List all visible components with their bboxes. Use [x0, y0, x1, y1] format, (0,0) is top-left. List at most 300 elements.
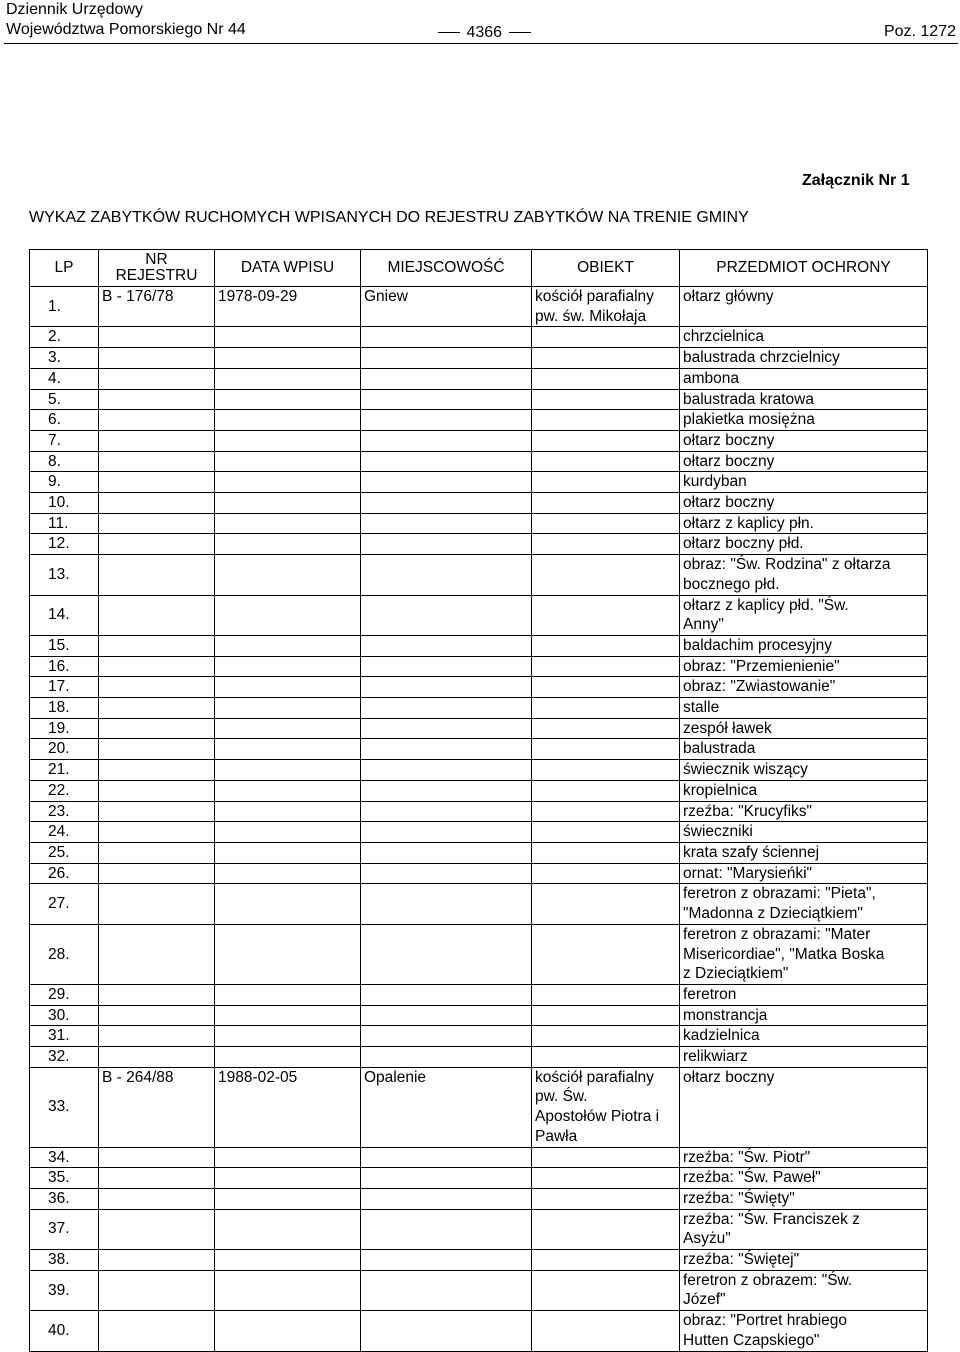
cell-register-number	[99, 513, 215, 534]
cell-lp: 10.	[30, 493, 99, 514]
cell-protected-item-line: Misericordiae", "Matka Boska	[683, 945, 885, 963]
cell-object	[532, 718, 680, 739]
journal-issue: Województwa Pomorskiego Nr 44	[6, 21, 246, 38]
cell-lp: 40.	[30, 1311, 99, 1351]
cell-object	[532, 1168, 680, 1189]
cell-object-line: kościół parafialny	[535, 1068, 654, 1086]
dash-right	[509, 32, 531, 33]
cell-locality	[361, 410, 532, 431]
cell-protected-item-line: obraz: "Przemienienie"	[683, 657, 840, 675]
cell-protected-item-line: ołtarz boczny płd.	[683, 535, 804, 553]
cell-protected-item	[680, 1067, 928, 1147]
cell-protected-item	[680, 863, 928, 884]
cell-locality	[361, 635, 532, 656]
table-row	[30, 1270, 928, 1310]
table-row	[30, 327, 928, 348]
cell-object	[532, 513, 680, 534]
cell-object	[532, 430, 680, 451]
cell-locality	[361, 677, 532, 698]
cell-locality	[361, 1270, 532, 1310]
cell-protected-item-line: kurdyban	[683, 473, 747, 491]
table-row	[30, 656, 928, 677]
cell-protected-item	[680, 1270, 928, 1310]
table-row	[30, 595, 928, 635]
cell-protected-item	[680, 1188, 928, 1209]
cell-protected-item-line: feretron z obrazami: "Pieta",	[683, 885, 876, 903]
cell-lp: 17.	[30, 677, 99, 698]
cell-lp: 12.	[30, 534, 99, 555]
cell-lp: 6.	[30, 410, 99, 431]
cell-register-number	[99, 348, 215, 369]
cell-entry-date	[215, 451, 361, 472]
cell-locality	[361, 368, 532, 389]
table-row	[30, 451, 928, 472]
cell-lp: 3.	[30, 348, 99, 369]
col-date-header: DATA WPISU	[215, 250, 361, 287]
cell-protected-item	[680, 924, 928, 984]
cell-object	[532, 1005, 680, 1026]
cell-entry-date	[215, 1250, 361, 1271]
cell-protected-item	[680, 327, 928, 348]
cell-object	[532, 1311, 680, 1351]
cell-protected-item	[680, 410, 928, 431]
cell-entry-date	[215, 760, 361, 781]
cell-protected-item-line: obraz: "Portret hrabiego	[683, 1312, 848, 1330]
cell-protected-item-line: zespół ławek	[683, 719, 772, 737]
cell-entry-date	[215, 1147, 361, 1168]
cell-object-line: pw. św. Mikołaja	[535, 307, 647, 325]
cell-protected-item	[680, 822, 928, 843]
cell-locality	[361, 718, 532, 739]
cell-register-number	[99, 410, 215, 431]
document-title: WYKAZ ZABYTKÓW RUCHOMYCH WPISANYCH DO REJESTRU ZABYTKÓW NA TRENIE GMINY	[29, 209, 749, 226]
table-row	[30, 410, 928, 431]
cell-object	[532, 1250, 680, 1271]
cell-register-number	[99, 656, 215, 677]
cell-protected-item	[680, 348, 928, 369]
cell-register-number	[99, 822, 215, 843]
cell-object	[532, 780, 680, 801]
cell-lp: 21.	[30, 760, 99, 781]
cell-protected-item-line: balustrada kratowa	[683, 390, 814, 408]
cell-protected-item-line: rzeźba: "Św. Paweł"	[683, 1169, 821, 1187]
cell-entry-date	[215, 348, 361, 369]
cell-lp: 27.	[30, 884, 99, 924]
cell-locality	[361, 863, 532, 884]
cell-protected-item	[680, 1311, 928, 1351]
cell-entry-date	[215, 555, 361, 595]
table-row	[30, 1188, 928, 1209]
cell-protected-item	[680, 801, 928, 822]
table-row	[30, 863, 928, 884]
cell-register-number	[99, 801, 215, 822]
cell-protected-item-line: chrzcielnica	[683, 328, 764, 346]
cell-object	[532, 801, 680, 822]
cell-lp: 24.	[30, 822, 99, 843]
cell-register-number	[99, 1250, 215, 1271]
cell-register-number	[99, 1168, 215, 1189]
cell-entry-date	[215, 863, 361, 884]
cell-object-line: Pawła	[535, 1127, 578, 1145]
cell-entry-date	[215, 472, 361, 493]
cell-object	[532, 1047, 680, 1068]
cell-register-number	[99, 1209, 215, 1249]
cell-object	[532, 389, 680, 410]
cell-protected-item	[680, 677, 928, 698]
cell-locality	[361, 513, 532, 534]
cell-entry-date	[215, 493, 361, 514]
cell-register-number	[99, 1270, 215, 1310]
cell-object	[532, 1026, 680, 1047]
cell-entry-date	[215, 1209, 361, 1249]
cell-register-number	[99, 780, 215, 801]
cell-register-number	[99, 555, 215, 595]
cell-protected-item	[680, 780, 928, 801]
cell-locality	[361, 451, 532, 472]
cell-register-number	[99, 389, 215, 410]
cell-register-number	[99, 677, 215, 698]
cell-lp: 28.	[30, 924, 99, 984]
cell-locality	[361, 884, 532, 924]
cell-lp: 22.	[30, 780, 99, 801]
cell-register-number	[99, 493, 215, 514]
cell-entry-date	[215, 1168, 361, 1189]
cell-register-number	[99, 1026, 215, 1047]
cell-lp: 15.	[30, 635, 99, 656]
cell-entry-date	[215, 1005, 361, 1026]
cell-locality	[361, 984, 532, 1005]
cell-protected-item-line: relikwiarz	[683, 1048, 748, 1066]
cell-protected-item-line: ołtarz boczny	[683, 1068, 775, 1086]
cell-protected-item	[680, 368, 928, 389]
cell-lp: 29.	[30, 984, 99, 1005]
cell-locality	[361, 1026, 532, 1047]
cell-protected-item-line: Asyżu"	[683, 1230, 731, 1248]
cell-locality	[361, 1209, 532, 1249]
cell-lp: 38.	[30, 1250, 99, 1271]
table-row	[30, 389, 928, 410]
table-header-row	[30, 250, 928, 287]
cell-locality	[361, 780, 532, 801]
cell-lp: 8.	[30, 451, 99, 472]
cell-object	[532, 1270, 680, 1310]
cell-register-number	[99, 595, 215, 635]
cell-entry-date	[215, 389, 361, 410]
cell-object	[532, 1209, 680, 1249]
cell-protected-item-line: bocznego płd.	[683, 575, 780, 593]
cell-register-number	[99, 451, 215, 472]
cell-protected-item	[680, 513, 928, 534]
cell-locality: Gniew	[361, 287, 532, 327]
table-row	[30, 984, 928, 1005]
cell-register-number	[99, 534, 215, 555]
cell-protected-item-line: rzeźba: "Świętej"	[683, 1251, 800, 1269]
col-lp-header: LP	[30, 250, 99, 287]
cell-protected-item-line: z Dzieciątkiem"	[683, 965, 789, 983]
cell-entry-date: 1988-02-05	[215, 1067, 361, 1147]
cell-locality	[361, 760, 532, 781]
col-nr-header	[99, 250, 215, 287]
cell-protected-item-line: ołtarz boczny	[683, 452, 775, 470]
cell-lp: 1.	[30, 287, 99, 327]
cell-lp: 36.	[30, 1188, 99, 1209]
cell-object	[532, 472, 680, 493]
cell-register-number	[99, 863, 215, 884]
cell-object	[532, 635, 680, 656]
cell-object	[532, 348, 680, 369]
cell-protected-item	[680, 984, 928, 1005]
cell-lp: 23.	[30, 801, 99, 822]
cell-protected-item	[680, 635, 928, 656]
cell-protected-item	[680, 884, 928, 924]
table-row	[30, 368, 928, 389]
cell-locality	[361, 1147, 532, 1168]
cell-object	[532, 842, 680, 863]
cell-entry-date	[215, 842, 361, 863]
cell-lp: 2.	[30, 327, 99, 348]
cell-lp: 19.	[30, 718, 99, 739]
cell-entry-date	[215, 410, 361, 431]
header-divider	[4, 43, 958, 44]
cell-register-number	[99, 1005, 215, 1026]
cell-protected-item-line: feretron z obrazem: "Św.	[683, 1271, 853, 1289]
cell-entry-date	[215, 924, 361, 984]
cell-protected-item-line: ambona	[683, 369, 740, 387]
table-row	[30, 513, 928, 534]
cell-object	[532, 368, 680, 389]
table-row	[30, 1067, 928, 1147]
cell-protected-item	[680, 534, 928, 555]
cell-protected-item-line: krata szafy ściennej	[683, 843, 820, 861]
cell-object	[532, 863, 680, 884]
cell-protected-item-line: rzeźba: "Święty"	[683, 1189, 795, 1207]
cell-lp: 34.	[30, 1147, 99, 1168]
cell-lp: 25.	[30, 842, 99, 863]
cell-lp: 30.	[30, 1005, 99, 1026]
cell-locality	[361, 534, 532, 555]
cell-lp: 26.	[30, 863, 99, 884]
cell-entry-date	[215, 1311, 361, 1351]
table-row	[30, 1047, 928, 1068]
table-row	[30, 430, 928, 451]
cell-entry-date	[215, 595, 361, 635]
cell-protected-item-line: Hutten Czapskiego"	[683, 1331, 820, 1349]
cell-protected-item-line: rzeźba: "Św. Piotr"	[683, 1148, 811, 1166]
cell-protected-item-line: stalle	[683, 699, 720, 717]
cell-register-number	[99, 368, 215, 389]
cell-protected-item-line: ołtarz z kaplicy płd. "Św.	[683, 596, 849, 614]
cell-lp: 18.	[30, 698, 99, 719]
table-row	[30, 739, 928, 760]
cell-lp: 13.	[30, 555, 99, 595]
cell-protected-item-line: ołtarz boczny	[683, 494, 775, 512]
cell-object-line: Apostołów Piotra i	[535, 1108, 660, 1126]
cell-lp: 33.	[30, 1067, 99, 1147]
cell-locality	[361, 327, 532, 348]
col-nr-header-line1: NR	[145, 251, 168, 268]
cell-object	[532, 884, 680, 924]
cell-protected-item-line: monstrancja	[683, 1006, 768, 1024]
cell-locality	[361, 595, 532, 635]
cell-protected-item-line: rzeźba: "Krucyfiks"	[683, 802, 813, 820]
annex-label: Załącznik Nr 1	[802, 172, 910, 189]
cell-entry-date	[215, 513, 361, 534]
cell-entry-date	[215, 1270, 361, 1310]
cell-register-number	[99, 472, 215, 493]
cell-lp: 31.	[30, 1026, 99, 1047]
cell-object-line: kościół parafialny	[535, 288, 654, 305]
cell-lp: 16.	[30, 656, 99, 677]
table-row	[30, 924, 928, 984]
table-row	[30, 718, 928, 739]
cell-locality	[361, 1005, 532, 1026]
table-row	[30, 780, 928, 801]
cell-locality: Opalenie	[361, 1067, 532, 1147]
cell-object	[532, 595, 680, 635]
cell-register-number	[99, 1188, 215, 1209]
cell-entry-date	[215, 1026, 361, 1047]
table-row	[30, 884, 928, 924]
cell-object	[532, 677, 680, 698]
table-row	[30, 534, 928, 555]
cell-protected-item-line: ołtarz główny	[683, 288, 774, 305]
cell-entry-date	[215, 327, 361, 348]
cell-protected-item	[680, 1005, 928, 1026]
cell-protected-item	[680, 1047, 928, 1068]
cell-object	[532, 1147, 680, 1168]
cell-protected-item	[680, 1026, 928, 1047]
cell-locality	[361, 801, 532, 822]
cell-locality	[361, 348, 532, 369]
cell-protected-item-line: kropielnica	[683, 781, 758, 799]
table-row	[30, 1250, 928, 1271]
cell-protected-item-line: "Madonna z Dzieciątkiem"	[683, 905, 863, 923]
register-table	[29, 249, 928, 1352]
table-row	[30, 801, 928, 822]
cell-register-number	[99, 1147, 215, 1168]
cell-object	[532, 287, 680, 327]
cell-object	[532, 1067, 680, 1147]
cell-register-number	[99, 327, 215, 348]
cell-register-number: B - 264/88	[99, 1067, 215, 1147]
page-number: 4366	[466, 24, 503, 41]
cell-object	[532, 656, 680, 677]
cell-protected-item	[680, 760, 928, 781]
cell-register-number	[99, 884, 215, 924]
table-row	[30, 472, 928, 493]
cell-locality	[361, 656, 532, 677]
cell-entry-date	[215, 534, 361, 555]
cell-register-number	[99, 739, 215, 760]
cell-locality	[361, 924, 532, 984]
cell-object	[532, 493, 680, 514]
cell-register-number	[99, 760, 215, 781]
cell-protected-item-line: feretron	[683, 985, 737, 1003]
cell-protected-item	[680, 656, 928, 677]
cell-protected-item	[680, 1209, 928, 1249]
table-row	[30, 677, 928, 698]
cell-protected-item	[680, 739, 928, 760]
cell-protected-item	[680, 555, 928, 595]
cell-object	[532, 698, 680, 719]
cell-object	[532, 924, 680, 984]
cell-locality	[361, 1188, 532, 1209]
cell-protected-item-line: ołtarz z kaplicy płn.	[683, 514, 814, 532]
cell-entry-date	[215, 884, 361, 924]
table-row	[30, 1168, 928, 1189]
cell-register-number	[99, 1311, 215, 1351]
col-subject-header: PRZEDMIOT OCHRONY	[680, 250, 928, 287]
cell-locality	[361, 739, 532, 760]
cell-locality	[361, 1168, 532, 1189]
cell-protected-item	[680, 595, 928, 635]
table-row	[30, 1005, 928, 1026]
cell-entry-date	[215, 822, 361, 843]
cell-protected-item-line: ołtarz boczny	[683, 431, 775, 449]
cell-protected-item-line: feretron z obrazami: "Mater	[683, 925, 871, 943]
cell-protected-item	[680, 430, 928, 451]
cell-entry-date	[215, 430, 361, 451]
cell-protected-item-line: świeczniki	[683, 823, 753, 841]
table-row	[30, 760, 928, 781]
table-body	[30, 287, 928, 1352]
cell-entry-date: 1978-09-29	[215, 287, 361, 327]
cell-locality	[361, 493, 532, 514]
journal-header	[6, 0, 246, 40]
cell-locality	[361, 430, 532, 451]
cell-protected-item	[680, 287, 928, 327]
cell-locality	[361, 698, 532, 719]
cell-locality	[361, 822, 532, 843]
cell-object-line: pw. Św.	[535, 1088, 588, 1106]
cell-register-number	[99, 718, 215, 739]
col-object-header: OBIEKT	[532, 250, 680, 287]
cell-protected-item-line: balustrada chrzcielnicy	[683, 349, 840, 367]
cell-protected-item-line: kadzielnica	[683, 1027, 760, 1045]
cell-lp: 7.	[30, 430, 99, 451]
cell-protected-item-line: baldachim procesyjny	[683, 636, 833, 654]
table-row	[30, 493, 928, 514]
table-row	[30, 698, 928, 719]
cell-object	[532, 760, 680, 781]
cell-register-number	[99, 635, 215, 656]
position-number: Poz. 1272	[883, 23, 956, 40]
cell-protected-item	[680, 698, 928, 719]
cell-locality	[361, 1250, 532, 1271]
cell-entry-date	[215, 984, 361, 1005]
cell-protected-item	[680, 472, 928, 493]
cell-lp: 9.	[30, 472, 99, 493]
cell-protected-item-line: Anny"	[683, 616, 724, 634]
cell-protected-item	[680, 493, 928, 514]
cell-object	[532, 1188, 680, 1209]
cell-locality	[361, 555, 532, 595]
cell-lp: 5.	[30, 389, 99, 410]
cell-entry-date	[215, 801, 361, 822]
cell-protected-item-line: obraz: "Św. Rodzina" z ołtarza	[683, 556, 891, 574]
table-row	[30, 1026, 928, 1047]
cell-register-number	[99, 842, 215, 863]
table-row	[30, 287, 928, 327]
table-row	[30, 842, 928, 863]
cell-protected-item	[680, 451, 928, 472]
cell-lp: 37.	[30, 1209, 99, 1249]
cell-entry-date	[215, 780, 361, 801]
cell-locality	[361, 472, 532, 493]
cell-protected-item	[680, 1250, 928, 1271]
cell-register-number	[99, 698, 215, 719]
cell-register-number	[99, 430, 215, 451]
